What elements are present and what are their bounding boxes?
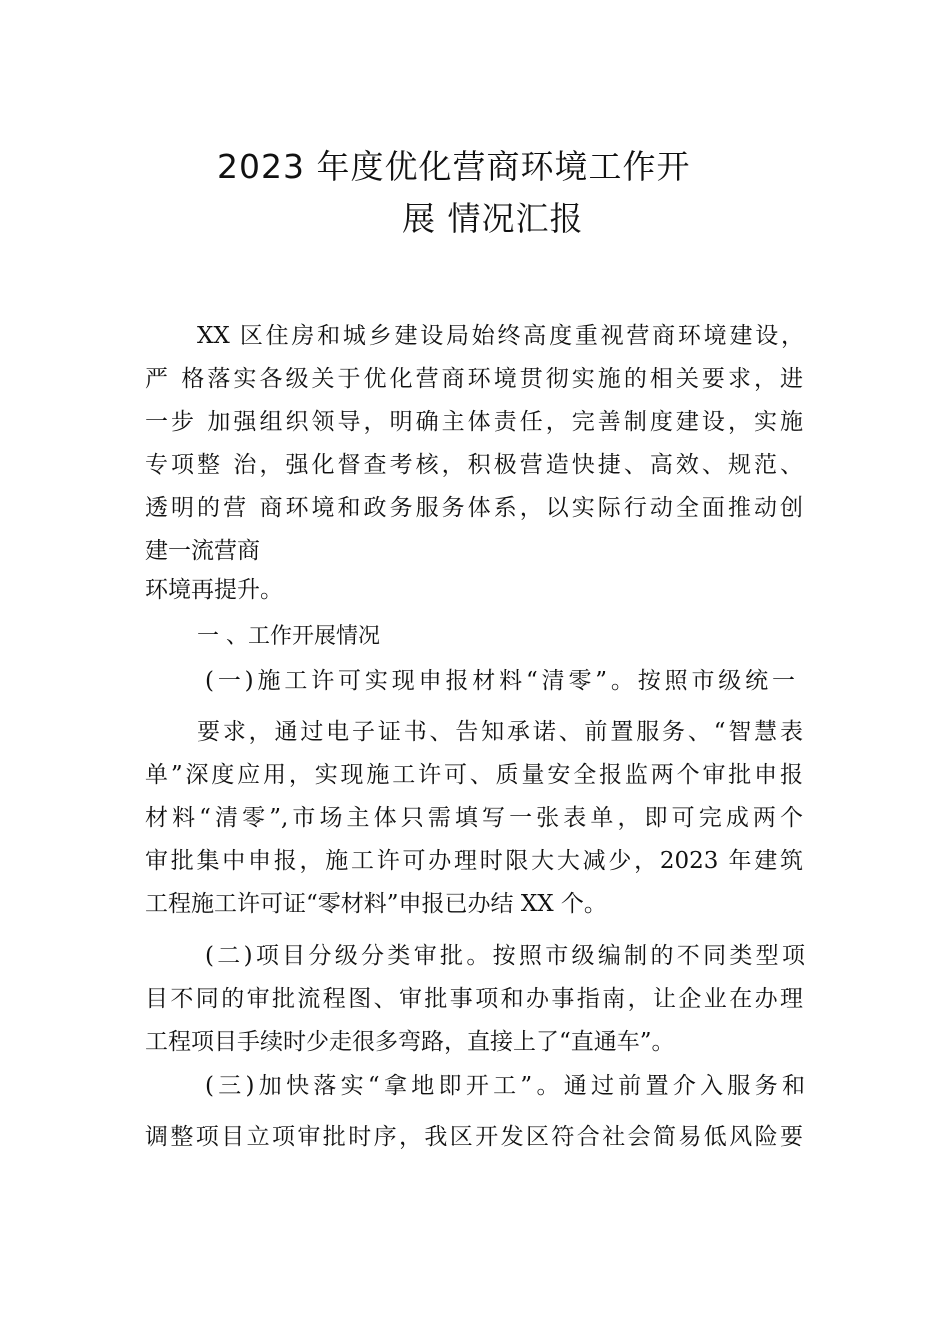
paragraph-1-line-5: 透明的营 商环境和政务服务体系，以实际行动全面推动创 bbox=[145, 495, 803, 521]
paragraph-1-line-7: 环境再提升。 bbox=[145, 577, 283, 603]
paragraph-1-line-6: 建一流营商 bbox=[145, 538, 260, 564]
paragraph-1-line-2: 严 格落实各级关于优化营商环境贯彻实施的相关要求，进 bbox=[145, 366, 803, 392]
document-title-line-1: 2023 年度优化营商环境工作开 bbox=[217, 147, 691, 186]
item-1-line-6: 工程施工许可证“零材料”申报已办结 XX 个。 bbox=[145, 891, 607, 917]
item-2-line-1: (二)项目分级分类审批。按照市级编制的不同类型项 bbox=[205, 943, 805, 969]
paragraph-1-line-3: 一步 加强组织领导，明确主体责任，完善制度建设，实施 bbox=[145, 409, 803, 435]
paragraph-1-line-4: 专项整 治，强化督查考核，积极营造快捷、高效、规范、 bbox=[145, 452, 803, 478]
item-1-line-2: 要求，通过电子证书、告知承诺、前置服务、“智慧表 bbox=[197, 719, 803, 745]
item-3-line-2: 调整项目立项审批时序，我区开发区符合社会简易低风险要 bbox=[145, 1124, 803, 1150]
paragraph-1-line-1: XX 区住房和城乡建设局始终高度重视营商环境建设， bbox=[197, 323, 804, 349]
document-title-line-2: 展 情况汇报 bbox=[402, 199, 584, 238]
item-2-line-3: 工程项目手续时少走很多弯路，直接上了“直通车”。 bbox=[145, 1029, 675, 1055]
item-1-line-5: 审批集中申报，施工许可办理时限大大减少，2023 年建筑 bbox=[145, 848, 803, 874]
item-1-line-4: 材料“清零”,市场主体只需填写一张表单，即可完成两个 bbox=[145, 805, 803, 831]
section-heading: 一 、工作开展情况 bbox=[197, 624, 380, 649]
item-1-line-3: 单”深度应用，实现施工许可、质量安全报监两个审批申报 bbox=[145, 762, 803, 788]
item-1-line-1: (一)施工许可实现申报材料“清零”。按照市级统一 bbox=[205, 668, 795, 694]
item-2-line-2: 目不同的审批流程图、审批事项和办事指南，让企业在办理 bbox=[145, 986, 803, 1012]
item-3-line-1: (三)加快落实“拿地即开工”。通过前置介入服务和 bbox=[205, 1073, 805, 1099]
